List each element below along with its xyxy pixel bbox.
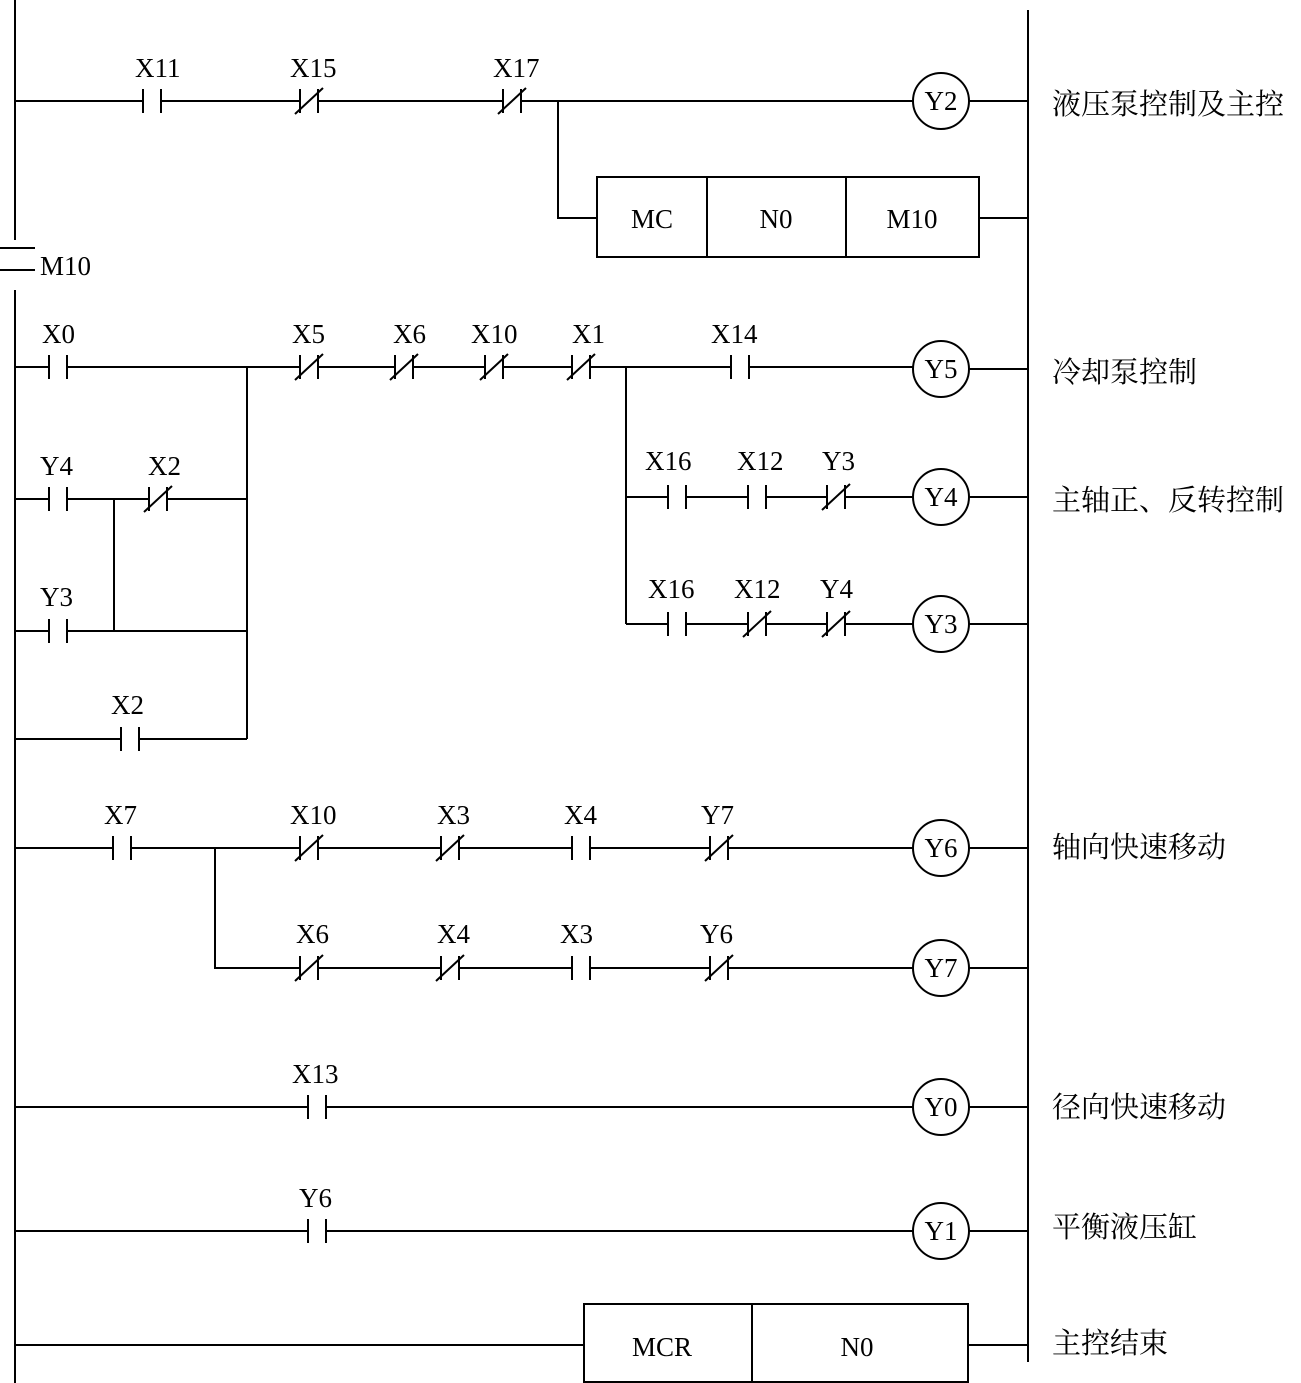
coil-y6-label: Y6 [924,833,958,863]
rung-balance-cylinder [15,1183,1028,1259]
coil-y3-label: Y3 [924,609,958,639]
x12b-label: X12 [734,574,781,604]
comment-spindle: 主轴正、反转控制 [1052,483,1285,517]
x11-label: X11 [135,53,181,83]
comment-balance: 平衡液压缸 [1052,1210,1198,1244]
x10b-label: X10 [290,800,337,830]
x15-label: X15 [290,53,337,83]
x3b-label: X3 [560,919,593,949]
x2b-label: X2 [111,690,144,720]
x13-label: X13 [292,1059,339,1089]
coil-y4-label: Y4 [924,482,958,512]
y6b-label: Y6 [299,1183,332,1213]
x6b-label: X6 [296,919,329,949]
y6-label: Y6 [700,919,733,949]
x16b-label: X16 [648,574,695,604]
x10-label: X10 [471,319,518,349]
coil-y7-label: Y7 [924,953,958,983]
y3-label: Y3 [40,582,73,612]
mcr-op-label: MCR [631,1332,693,1362]
coil-y5-label: Y5 [924,354,958,384]
mc-op-label: MC [630,204,674,234]
x16a-label: X16 [645,446,692,476]
mc-device-label: M10 [886,204,938,234]
y4b-label: Y4 [820,574,853,604]
x2-label: X2 [148,451,181,481]
rung-hydraulic-pump [15,53,1028,257]
x1-label: X1 [572,319,605,349]
x5-label: X5 [292,319,325,349]
m10-label: M10 [40,251,92,281]
rung-master-control-reset [15,1304,1028,1382]
rung-radial-movement [15,1059,1028,1135]
y7-label: Y7 [701,800,734,830]
x14-label: X14 [711,319,758,349]
x3-label: X3 [437,800,470,830]
comment-coolant: 冷却泵控制 [1052,355,1198,389]
mc-nest-label: N0 [759,204,793,234]
mcr-nest-label: N0 [840,1332,874,1362]
x4-label: X4 [564,800,597,830]
x12a-label: X12 [737,446,784,476]
x6-label: X6 [393,319,426,349]
coil-y1-label: Y1 [924,1216,958,1246]
x7-label: X7 [104,800,137,830]
comment-end: 主控结束 [1052,1326,1169,1360]
x4b-label: X4 [437,919,470,949]
y3b-label: Y3 [822,446,855,476]
x0-label: X0 [42,319,75,349]
m10-master-contact [0,248,91,281]
rung-coolant-spindle [15,319,1028,751]
comment-hydraulic: 液压泵控制及主控 [1052,87,1285,121]
y4-label: Y4 [40,451,73,481]
comment-radial: 径向快速移动 [1052,1090,1227,1124]
comment-axial: 轴向快速移动 [1052,830,1227,864]
x17-label: X17 [493,53,540,83]
coil-y0-label: Y0 [924,1092,958,1122]
coil-y2-label: Y2 [924,86,958,116]
rung-axial-movement [15,800,1028,996]
